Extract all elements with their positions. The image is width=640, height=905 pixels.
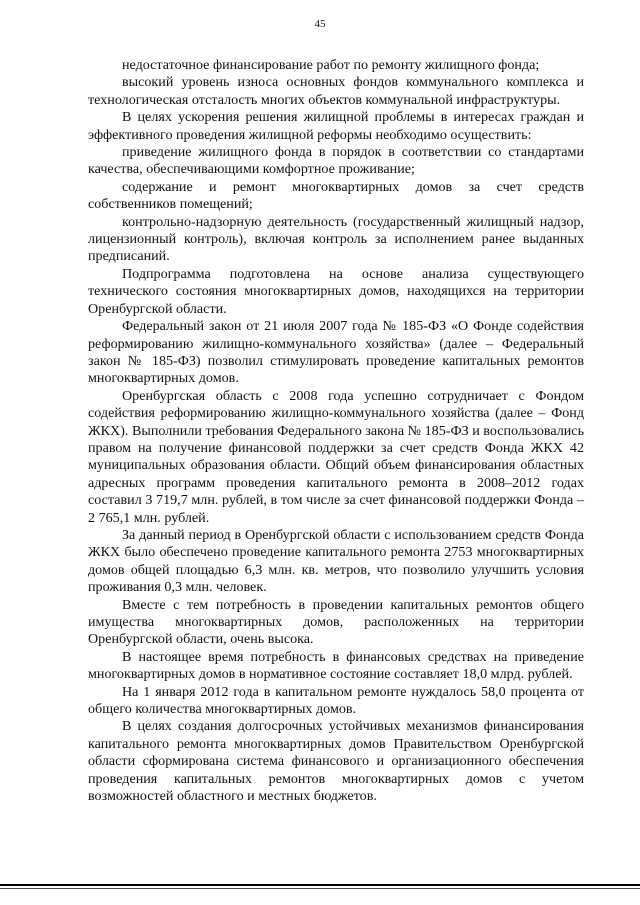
paragraph: высокий уровень износа основных фондов коммунального комплекса и технологическая отсталость многих объектов коммунальной инфраструктуры. (88, 74, 584, 108)
page-number: 45 (314, 18, 326, 30)
paragraph: недостаточное финансирование работ по ремонту жилищного фонда; (122, 57, 540, 73)
document-body (88, 57, 584, 805)
bottom-divider (0, 884, 640, 886)
paragraph: В целях ускорения решения жилищной проблемы в интересах граждан и эффективного проведения жилищной реформы необходимо осуществить: (88, 109, 584, 143)
paragraph: Подпрограмма подготовлена на основе анализа существующего технического состояния многоквартирных домов, находящихся на территории Оренбургской области. (88, 265, 584, 317)
paragraph: содержание и ремонт многоквартирных домов за счет средств собственников помещений; (88, 178, 584, 213)
bottom-divider-thin (0, 888, 640, 889)
paragraph: В настоящее время потребность в финансовых средствах на приведение многоквартирных домов в нормативное состояние составляет 18,0 млрд. рублей. (88, 648, 584, 683)
paragraph: контрольно-надзорную деятельность (государственный жилищный надзор, лицензионный контроль), включая контроль за исполнением ранее выданных предписаний. (88, 213, 584, 265)
paragraph: На 1 января 2012 года в капитальном ремонте нуждалось 58,0 процента от общего количества многоквартирных домов. (88, 683, 584, 718)
paragraph: Федеральный закон от 21 июля 2007 года № 185-ФЗ «О Фонде содействия реформированию жилищно-коммунального хозяйства» (далее – Федеральный закон № 185-ФЗ) позволил стимулировать проведение капитальных ремонтов многоквартирных домов. (88, 318, 584, 387)
paragraph: За данный период в Оренбургской области с использованием средств Фонда ЖКХ было обеспечено проведение капитального ремонта 2753 многоквартирных домов общей площадью 6,3 млн. кв. метров, что позволило улучшить условия проживания 0,3 млн. человек. (88, 526, 584, 596)
paragraph: Вместе с тем потребность в проведении капитальных ремонтов общего имущества многоквартирных домов, расположенных на территории Оренбургской области, очень высока. (88, 596, 584, 648)
paragraph: приведение жилищного фонда в порядок в соответствии со стандартами качества, обеспечивающими комфортное проживание; (88, 144, 584, 178)
paragraph: В целях создания долгосрочных устойчивых механизмов финансирования капитального ремонта многоквартирных домов Правительством Оренбургской области сформирована система финансового и организационного обеспечения проведения капитальных ремонтов многоквартирных домов с учетом возможностей областного и местных бюджетов. (88, 718, 584, 805)
paragraph: Оренбургская область с 2008 года успешно сотрудничает с Фондом содействия реформированию жилищно-коммунального хозяйства (далее – Фонд ЖКХ). Выполнили требования Федерального закона № 185-ФЗ и воспользовались правом на получение финансовой поддержки за счет средств Фонда ЖКХ 42 муниципальных образования области. Общий объем финансирования областных адресных программ проведения капитального ремонта в 2008–2012 годах составил 3 719,7 млн. рублей, в том числе за счет финансовой поддержки Фонда – 2 765,1 млн. рублей. (88, 387, 584, 526)
